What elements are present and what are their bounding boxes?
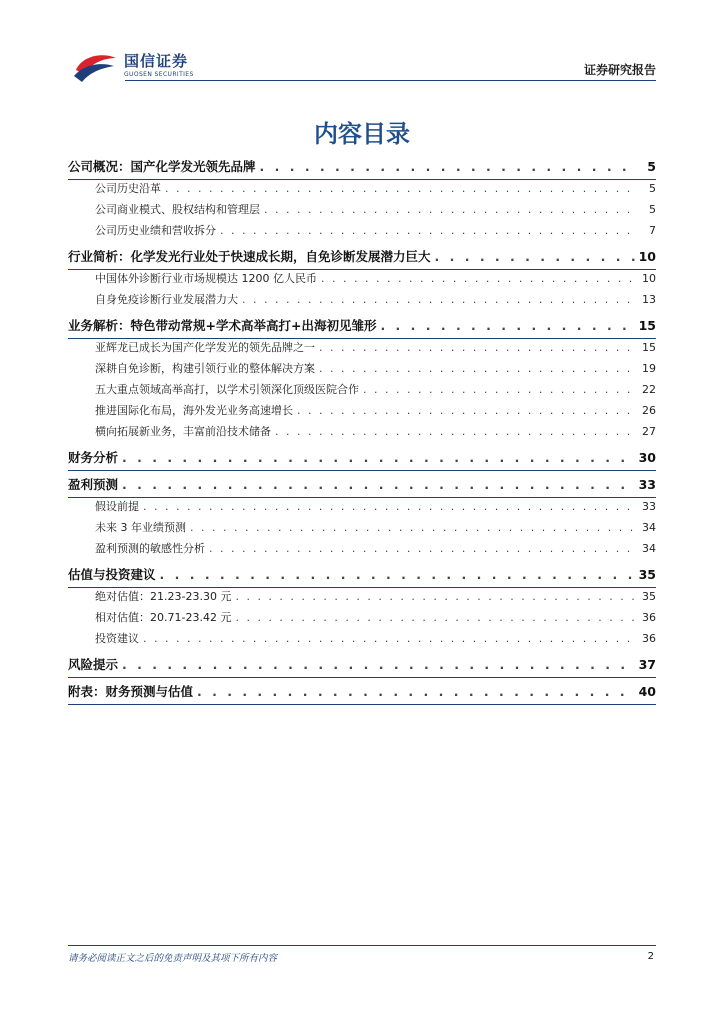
toc-subsection-entry[interactable] — [68, 180, 656, 201]
toc-subsection-entry[interactable] — [68, 222, 656, 243]
toc-subsection-entry[interactable] — [68, 423, 656, 444]
toc-entry-page-number: 36 — [642, 611, 656, 624]
toc-dot-leader — [197, 684, 635, 699]
toc-entry-label: 假设前提 — [95, 500, 139, 513]
toc-subsection-entry[interactable] — [68, 291, 656, 312]
toc-entry-label: 风险提示 — [68, 657, 119, 672]
footer-divider — [68, 945, 656, 946]
toc-entry-page-number: 15 — [638, 318, 656, 333]
toc-entry-page-number: 40 — [638, 684, 656, 699]
toc-dot-leader — [264, 203, 638, 216]
report-type-label: 证券研究报告 — [583, 63, 656, 77]
toc-subsection-entry[interactable] — [68, 519, 656, 540]
toc-section-entry[interactable] — [68, 243, 656, 270]
footer-disclaimer: 请务必阅读正文之后的免责声明及其项下所有内容 — [68, 953, 278, 964]
toc-title: 内容目录 — [314, 120, 410, 148]
toc-entry-label: 业务解析：特色带动常规+学术高举高打+出海初见雏形 — [68, 318, 377, 333]
toc-entry-label: 相对估值：20.71-23.42 元 — [95, 611, 232, 624]
toc-entry-page-number: 37 — [638, 657, 656, 672]
toc-subsection-entry[interactable] — [68, 270, 656, 291]
toc-section-entry[interactable] — [68, 153, 656, 180]
toc-dot-leader — [321, 272, 638, 285]
toc-dot-leader — [143, 632, 638, 645]
toc-section-entry[interactable] — [68, 312, 656, 339]
toc-dot-leader — [260, 159, 638, 174]
toc-subsection-entry[interactable] — [68, 540, 656, 561]
toc-entry-label: 中国体外诊断行业市场规模达 1200 亿人民币 — [95, 272, 317, 285]
toc-entry-label: 亚辉龙已成长为国产化学发光的领先品牌之一 — [95, 341, 315, 354]
toc-entry-page-number: 33 — [642, 500, 656, 513]
toc-entry-page-number: 27 — [642, 425, 656, 438]
toc-entry-page-number: 7 — [649, 224, 656, 237]
toc-dot-leader — [190, 521, 638, 534]
logo-english-name: GUOSEN SECURITIES — [124, 71, 194, 78]
toc-section-entry[interactable] — [68, 678, 656, 705]
toc-entry-label: 行业简析：化学发光行业处于快速成长期，自免诊断发展潜力巨大 — [68, 249, 431, 264]
toc-entry-label: 盈利预测的敏感性分析 — [95, 542, 205, 555]
toc-entry-page-number: 13 — [642, 293, 656, 306]
toc-subsection-entry[interactable] — [68, 630, 656, 651]
toc-dot-leader — [122, 477, 635, 492]
toc-subsection-entry[interactable] — [68, 609, 656, 630]
toc-entry-page-number: 26 — [642, 404, 656, 417]
toc-section-entry[interactable] — [68, 444, 656, 471]
toc-subsection-entry[interactable] — [68, 588, 656, 609]
toc-subsection-entry[interactable] — [68, 339, 656, 360]
toc-entry-page-number: 15 — [642, 341, 656, 354]
toc-entry-page-number: 19 — [642, 362, 656, 375]
toc-dot-leader — [319, 362, 638, 375]
toc-dot-leader — [275, 425, 638, 438]
toc-entry-label: 推进国际化布局，海外发光业务高速增长 — [95, 404, 293, 417]
toc-dot-leader — [122, 450, 635, 465]
toc-dot-leader — [160, 567, 635, 582]
toc-dot-leader — [363, 383, 638, 396]
toc-entry-page-number: 5 — [649, 203, 656, 216]
toc-entry-label: 附表：财务预测与估值 — [68, 684, 194, 699]
toc-entry-page-number: 35 — [638, 567, 656, 582]
toc-dot-leader — [220, 224, 638, 237]
toc-entry-page-number: 5 — [649, 182, 656, 195]
toc-entry-label: 绝对估值：21.23-23.30 元 — [95, 590, 232, 603]
toc-entry-label: 五大重点领域高举高打，以学术引领深化顶级医院合作 — [95, 383, 359, 396]
toc-dot-leader — [319, 341, 638, 354]
toc-subsection-entry[interactable] — [68, 360, 656, 381]
logo-chinese-name: 国信证券 — [124, 52, 189, 70]
toc-entry-label: 公司历史沿革 — [95, 182, 161, 195]
toc-entry-label: 深耕自免诊断，构建引领行业的整体解决方案 — [95, 362, 315, 375]
toc-entry-label: 投资建议 — [95, 632, 139, 645]
toc-entry-page-number: 5 — [647, 159, 656, 174]
toc-entry-page-number: 34 — [642, 542, 656, 555]
toc-entry-label: 横向拓展新业务，丰富前沿技术储备 — [95, 425, 271, 438]
toc-entry-page-number: 35 — [642, 590, 656, 603]
toc-entry-label: 盈利预测 — [68, 477, 119, 492]
toc-entry-page-number: 10 — [642, 272, 656, 285]
toc-entry-label: 财务分析 — [68, 450, 119, 465]
toc-dot-leader — [242, 293, 638, 306]
toc-subsection-entry[interactable] — [68, 498, 656, 519]
toc-dot-leader — [435, 249, 635, 264]
page-header — [72, 48, 656, 88]
table-of-contents — [68, 153, 656, 705]
toc-dot-leader — [235, 611, 638, 624]
toc-entry-label: 估值与投资建议 — [68, 567, 156, 582]
toc-entry-label: 未来 3 年业绩预测 — [95, 521, 186, 534]
toc-dot-leader — [235, 590, 638, 603]
toc-entry-page-number: 33 — [638, 477, 656, 492]
toc-entry-label: 公司商业模式、股权结构和管理层 — [95, 203, 260, 216]
toc-entry-page-number: 10 — [638, 249, 656, 264]
toc-section-entry[interactable] — [68, 651, 656, 678]
guosen-logo-icon — [72, 52, 118, 84]
toc-entry-label: 自身免疫诊断行业发展潜力大 — [95, 293, 238, 306]
toc-dot-leader — [122, 657, 635, 672]
toc-subsection-entry[interactable] — [68, 381, 656, 402]
toc-entry-label: 公司概况：国产化学发光领先品牌 — [68, 159, 256, 174]
toc-section-entry[interactable] — [68, 561, 656, 588]
toc-section-entry[interactable] — [68, 471, 656, 498]
toc-dot-leader — [380, 318, 634, 333]
toc-dot-leader — [165, 182, 638, 195]
toc-entry-page-number: 34 — [642, 521, 656, 534]
toc-subsection-entry[interactable] — [68, 201, 656, 222]
toc-dot-leader — [143, 500, 638, 513]
toc-subsection-entry[interactable] — [68, 402, 656, 423]
page-number: 2 — [647, 951, 654, 962]
toc-entry-page-number: 22 — [642, 383, 656, 396]
toc-entry-page-number: 30 — [638, 450, 656, 465]
toc-dot-leader — [297, 404, 638, 417]
toc-dot-leader — [209, 542, 638, 555]
toc-entry-label: 公司历史业绩和营收拆分 — [95, 224, 216, 237]
toc-entry-page-number: 36 — [642, 632, 656, 645]
header-divider — [125, 80, 656, 81]
